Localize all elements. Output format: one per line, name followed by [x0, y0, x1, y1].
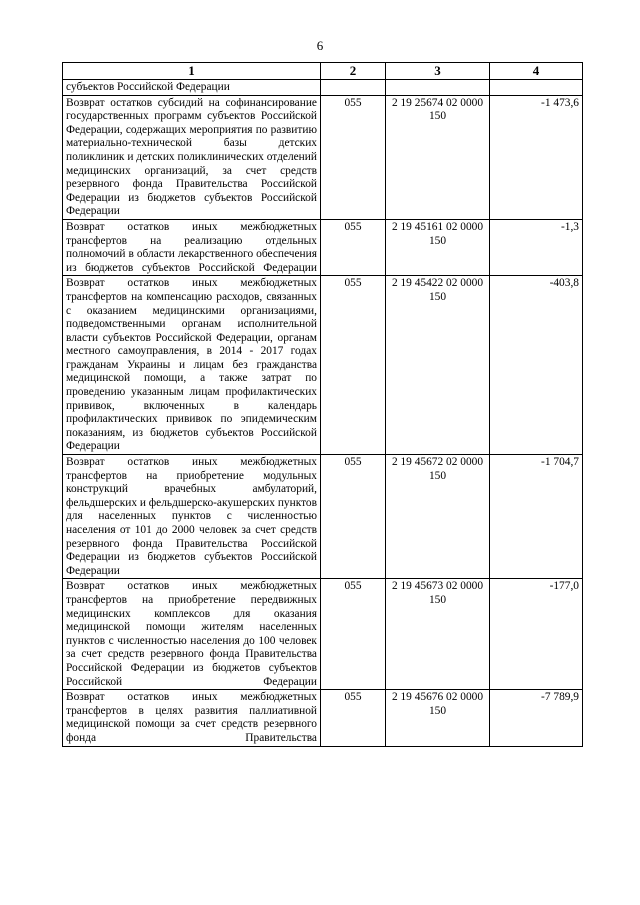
- row-description: Возврат остатков иных межбюджетных трансфертов на компенсацию расходов, связанных с оказанием медицинскими организациями, подведомственными органам исполнительной власти субъектов Российской Федерации, органам местного самоуправления, в 2014 - 2017 годах гражданам Украины и лицам без гражданства медицинской помощи, а также затрат по проведению указанным лицам профилактических прививок, включенных в календарь профилактических прививок по эпидемическим показаниям, из бюджетов субъектов Российской Федерации: [63, 276, 321, 455]
- continuation-text: субъектов Российской Федерации: [63, 80, 321, 96]
- admin-code: 055: [321, 455, 386, 579]
- admin-code: 055: [321, 95, 386, 219]
- column-header-1: 1: [63, 63, 321, 80]
- amount: -1,3: [490, 219, 583, 275]
- column-header-4: 4: [490, 63, 583, 80]
- table-row: [63, 95, 583, 219]
- amount: -177,0: [490, 579, 583, 690]
- amount: -1 704,7: [490, 455, 583, 579]
- admin-code: 055: [321, 690, 386, 746]
- table-row: [63, 579, 583, 690]
- admin-code: 055: [321, 276, 386, 455]
- row-description: Возврат остатков иных межбюджетных трансфертов на приобретение передвижных медицинских комплексов для оказания медицинской помощи жителям населенных пунктов с численностью населения до 100 человек за счет средств резервного фонда Правительства Российской Федерации из бюджетов субъектов Российской Федерации: [63, 579, 321, 690]
- amount: -403,8: [490, 276, 583, 455]
- column-header-2: 2: [321, 63, 386, 80]
- budget-table: [62, 62, 583, 747]
- table-row: [63, 219, 583, 275]
- admin-code: 055: [321, 219, 386, 275]
- table-header-row: [63, 63, 583, 80]
- budget-classification-code: 2 19 45422 02 0000 150: [386, 276, 490, 455]
- budget-classification-code: 2 19 25674 02 0000 150: [386, 95, 490, 219]
- table-row: [63, 455, 583, 579]
- amount: -1 473,6: [490, 95, 583, 219]
- budget-classification-code: 2 19 45161 02 0000 150: [386, 219, 490, 275]
- amount: -7 789,9: [490, 690, 583, 746]
- page-number: 6: [316, 38, 324, 53]
- row-description: Возврат остатков иных межбюджетных трансфертов в целях развития паллиативной медицинской помощи за счет средств резервного фонда Правительства: [63, 690, 321, 746]
- column-header-3: 3: [386, 63, 490, 80]
- table-row: [63, 690, 583, 746]
- table-row: [63, 276, 583, 455]
- budget-classification-code: 2 19 45673 02 0000 150: [386, 579, 490, 690]
- budget-classification-code: 2 19 45672 02 0000 150: [386, 455, 490, 579]
- row-description: Возврат остатков субсидий на софинансирование государственных программ субъектов Российской Федерации, содержащих мероприятия по развитию материально-технической базы детских поликлиник и детских поликлинических отделений медицинских организаций, за счет средств резервного фонда Правительства Российской Федерации из бюджетов субъектов Российской Федерации: [63, 95, 321, 219]
- row-description: Возврат остатков иных межбюджетных трансфертов на реализацию отдельных полномочий в области лекарственного обеспечения из бюджетов субъектов Российской Федерации: [63, 219, 321, 275]
- admin-code: 055: [321, 579, 386, 690]
- continuation-row: [63, 80, 583, 96]
- budget-classification-code: 2 19 45676 02 0000 150: [386, 690, 490, 746]
- row-description: Возврат остатков иных межбюджетных трансфертов на приобретение модульных конструкций врачебных амбулаторий, фельдшерских и фельдшерско-акушерских пунктов для населенных пунктов с численностью населения от 101 до 2000 человек за счет средств резервного фонда Правительства Российской Федерации из бюджетов субъектов Российской Федерации: [63, 455, 321, 579]
